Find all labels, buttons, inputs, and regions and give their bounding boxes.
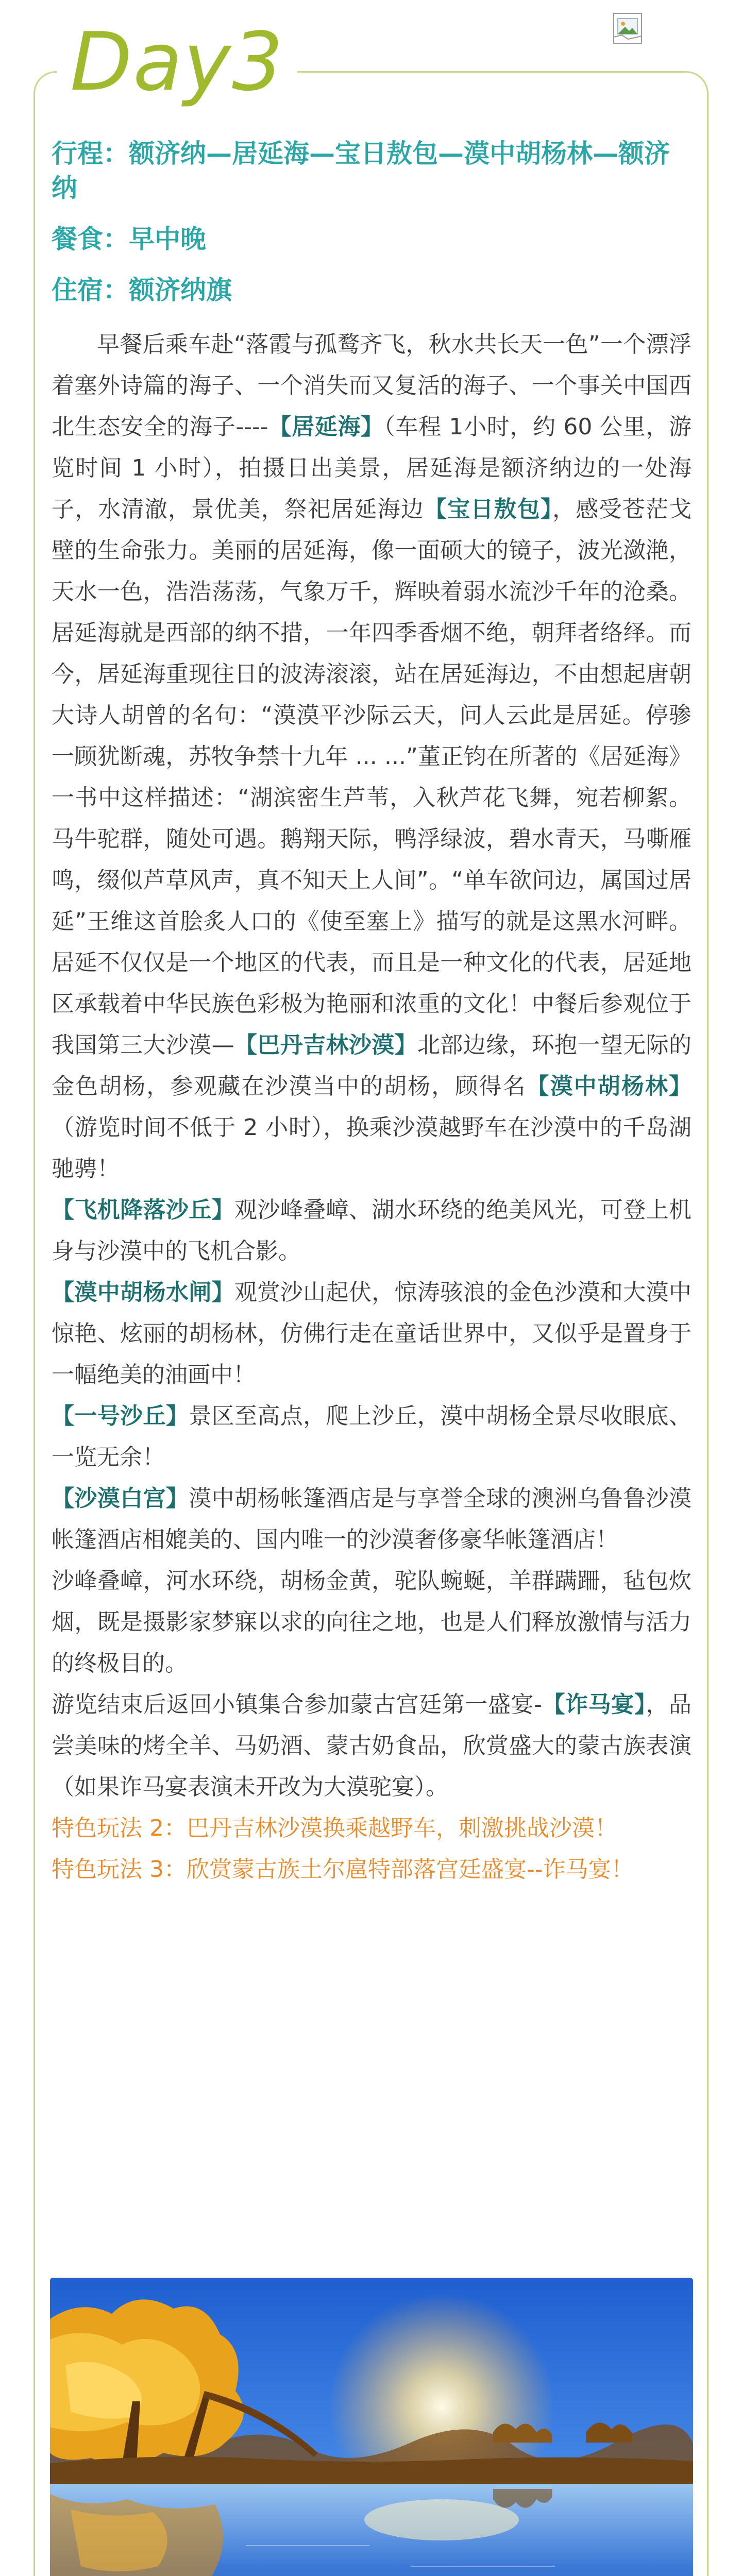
highlight-plane-dune: 【飞机降落沙丘】 — [52, 1197, 234, 1223]
feature-3: 特色玩法 3：欣赏蒙古族土尔扈特部落宫廷盛宴--诈马宴！ — [52, 1856, 634, 1883]
itinerary-route: 行程：额济纳—居延海—宝日敖包—漠中胡杨林—额济纳 — [52, 139, 670, 203]
paragraph-plane-dune — [52, 1190, 692, 1272]
para-text: ，品尝美味的烤全羊、马奶酒、蒙古奶食品，欣赏盛大的蒙古族表演（如果诈马宴表演未开改为大漠驼宴）。 — [52, 1691, 692, 1800]
itinerary-content — [52, 137, 692, 1890]
paragraph-dune-one — [52, 1396, 692, 1478]
poplar-lake-photo — [50, 2278, 693, 2576]
para-text: 游览结束后返回小镇集合参加蒙古宫廷第一盛宴- — [52, 1691, 542, 1718]
paragraph-scenery: 沙峰叠嶂，河水环绕，胡杨金黄，驼队蜿蜒，羊群蹒跚，毡包炊烟，既是摄影家梦寐以求的向往之地，也是人们释放激情与活力的终极目的。 — [52, 1568, 692, 1676]
paragraph-water-gate — [52, 1272, 692, 1396]
para-text: 观赏沙山起伏，惊涛骇浪的金色沙漠和大漠中惊艳、炫丽的胡杨林，仿佛行走在童话世界中，又似乎是置身于一幅绝美的油画中！ — [52, 1279, 692, 1388]
lodging-line: 住宿：额济纳旗 — [52, 275, 232, 305]
highlight-badain-jaran: 【巴丹吉林沙漠】 — [234, 1032, 417, 1058]
feature-2: 特色玩法 2：巴丹吉林沙漠换乘越野车，刺激挑战沙漠！ — [52, 1815, 617, 1841]
para-text: 早餐后乘车赴“落霞与孤鹜齐飞，秋水共长天一色”一个漂浮着塞外诗篇的海子、一个消失而又复活的海子、一个事关中国西北生态安全的海子---- — [52, 331, 692, 440]
para-text: 观沙峰叠嶂、湖水环绕的绝美风光，可登上机身与沙漠中的飞机合影。 — [52, 1197, 692, 1264]
highlight-zhama-feast: 【诈马宴】 — [542, 1691, 646, 1718]
highlight-baori-aobao: 【宝日敖包】 — [424, 496, 553, 522]
highlight-desert-palace: 【沙漠白宫】 — [52, 1485, 189, 1512]
broken-image-icon — [613, 12, 643, 44]
highlight-poplar-forest: 【漠中胡杨林】 — [526, 1073, 692, 1099]
para-text: 北部边缘，环抱一望无际的金色胡杨，参观藏在沙漠当中的胡杨，顾得名 — [52, 1032, 692, 1099]
paragraph-juyanhai — [52, 324, 692, 1190]
para-text: （游览时间不低于 2 小时），换乘沙漠越野车在沙漠中的千岛湖驰骋！ — [52, 1114, 692, 1182]
para-text: ，感受苍茫戈壁的生命张力。美丽的居延海，像一面硕大的镜子，波光潋滟，天水一色，浩浩荡荡，气象万千，辉映着弱水流沙千年的沧桑。居延海就是西部的纳不措，一年四季香烟不绝，朝拜者络绎。而今，居延海重现往日的波涛滚滚，站在居延海边，不由想起唐朝大诗人胡曾的名句：“漠漠平沙际云天，问人云此是居延。停骖一顾犹断魂，苏牧争禁十九年 ... ...”董正钧在所著的《居延海》一书中这样描述：“湖滨密生芦苇，入秋芦花飞舞，宛若柳絮。马牛驼群，随处可遇。鹅翔天际，鸭浮绿波，碧水青天，马嘶雁鸣，缀似芦草风声，真不知天上人间”。“单车欲问边，属国过居延”王维这首脍炙人口的《使至塞上》描写的就是这黑水河畔。居延不仅仅是一个地区的代表，而且是一种文化的代表，居延地区承载着中华民族色彩极为艳丽和浓重的文化！中餐后参观位于我国第三大沙漠— — [52, 496, 692, 1058]
highlight-dune-one: 【一号沙丘】 — [52, 1403, 189, 1429]
paragraph-desert-palace — [52, 1478, 692, 1561]
meals-line: 餐食：早中晚 — [52, 224, 206, 254]
para-text: （车程 1小时，约 60 公里，游览时间 1 小时），拍摄日出美景，居延海是额济纳边的一处海子，水清澈，景优美，祭祀居延海边 — [52, 414, 692, 522]
highlight-water-gate: 【漠中胡杨水闸】 — [52, 1279, 234, 1306]
para-text: 漠中胡杨帐篷酒店是与享誉全球的澳洲乌鲁鲁沙漠帐篷酒店相媲美的、国内唯一的沙漠奢侈豪华帐篷酒店！ — [52, 1485, 692, 1553]
highlight-juyanhai: 【居延海】 — [268, 414, 384, 440]
paragraph-zhama-feast — [52, 1684, 692, 1808]
day-title: Day3 — [57, 21, 297, 103]
para-text: 景区至高点，爬上沙丘，漠中胡杨全景尽收眼底、一览无余！ — [52, 1403, 692, 1470]
